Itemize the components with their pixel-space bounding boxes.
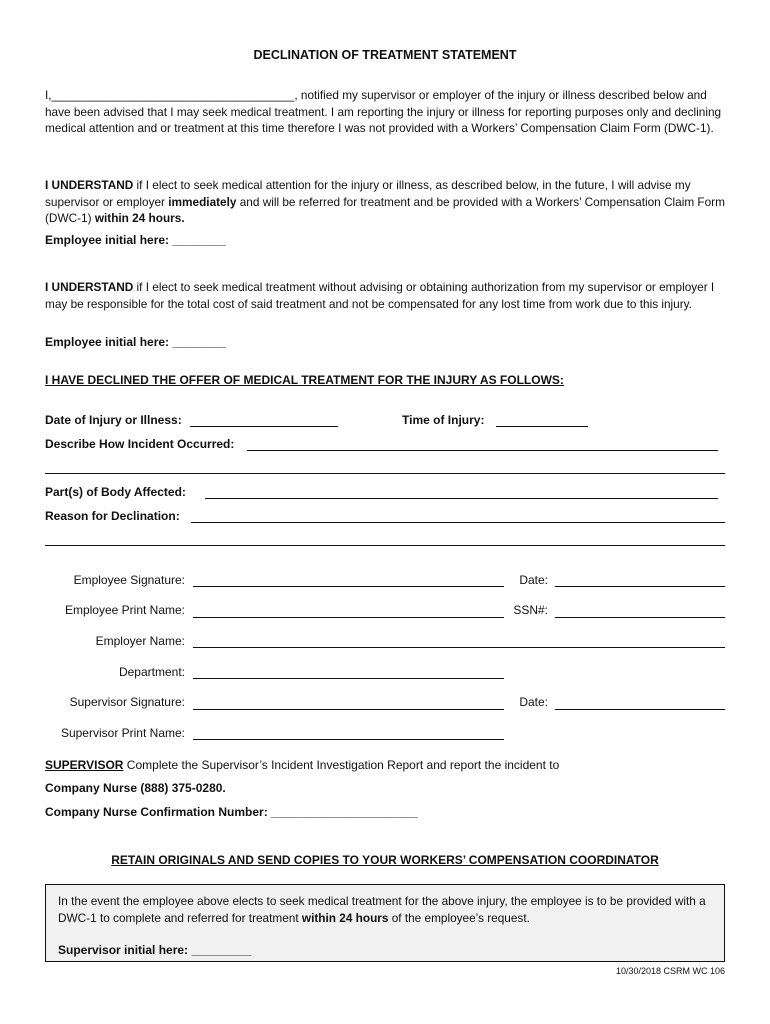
notice-text <box>58 893 720 926</box>
employer-name-field[interactable] <box>193 647 725 648</box>
employee-initial-1[interactable]: Employee initial here: ________ <box>45 233 226 247</box>
describe-incident-field-line-2[interactable] <box>45 473 725 474</box>
employee-print-name-field[interactable] <box>193 617 504 618</box>
retain-heading: RETAIN ORIGINALS AND SEND COPIES TO YOUR WORKERS’ COMPENSATION COORDINATOR <box>111 853 659 867</box>
ssn-label: SSN#: <box>513 603 548 617</box>
understand-text: if I elect to seek medical attention for the injury or illness, as described below, in the future, I will advise my supervisor or employer <box>45 178 691 209</box>
department-label: Department: <box>118 665 185 679</box>
supervisor-note-text: Complete the Supervisor’s Incident Investigation Report and report the incident to <box>123 758 560 772</box>
describe-incident-field[interactable] <box>247 450 718 451</box>
supervisor-print-name-field[interactable] <box>193 739 504 740</box>
ssn-field[interactable] <box>555 617 725 618</box>
reason-field-line-2[interactable] <box>45 545 725 546</box>
understand-lead: I UNDERSTAND <box>45 280 134 294</box>
emphasis-immediately: immediately <box>168 194 237 209</box>
date-label-2: Date: <box>519 695 548 709</box>
reason-label: Reason for Declination: <box>45 509 180 523</box>
reason-field[interactable] <box>191 522 725 523</box>
emphasis-within-24-hours: within 24 hours. <box>94 211 185 225</box>
intro-prefix: I, <box>45 88 52 102</box>
understand-text: and will be referred for treatment and be provided with a Workers’ Compensation Claim Form (DWC-1) <box>45 194 725 225</box>
understand-paragraph-1 <box>45 177 728 227</box>
time-of-injury-label: Time of Injury: <box>402 413 485 427</box>
employee-print-name-label: Employee Print Name: <box>64 603 185 617</box>
company-nurse-phone: Company Nurse (888) 375-0280. <box>45 781 226 795</box>
intro-paragraph <box>45 87 728 137</box>
notice-text-b: of the employee’s request. <box>388 910 530 925</box>
employee-signature-field[interactable] <box>193 586 504 587</box>
understand-lead: I UNDERSTAND <box>45 178 134 192</box>
time-of-injury-field[interactable] <box>496 426 588 427</box>
declined-heading: I HAVE DECLINED THE OFFER OF MEDICAL TREATMENT FOR THE INJURY AS FOLLOWS: <box>45 373 564 387</box>
employee-treatment-notice-box <box>45 884 725 962</box>
department-field[interactable] <box>193 678 504 679</box>
body-parts-label: Part(s) of Body Affected: <box>45 485 186 499</box>
employee-initial-2[interactable]: Employee initial here: ________ <box>45 335 226 349</box>
supervisor-note <box>45 758 559 772</box>
company-nurse-confirmation[interactable]: Company Nurse Confirmation Number: ______________________ <box>45 805 418 819</box>
notice-text-a: In the event the employee above elects to seek medical treatment for the above injury, the employee is to be provided with a DWC-1 to complete and referred for treatment <box>58 894 706 925</box>
understand-paragraph-2 <box>45 279 728 312</box>
employer-name-label: Employer Name: <box>95 634 185 648</box>
describe-incident-label: Describe How Incident Occurred: <box>45 437 235 451</box>
date-field-1[interactable] <box>555 586 725 587</box>
form-footer-code: 10/30/2018 CSRM WC 106 <box>615 966 725 976</box>
supervisor-signature-field[interactable] <box>193 709 504 710</box>
document-title: DECLINATION OF TREATMENT STATEMENT <box>253 48 517 62</box>
employee-signature-label: Employee Signature: <box>73 573 185 587</box>
date-field-2[interactable] <box>555 709 725 710</box>
supervisor-lead: SUPERVISOR <box>45 758 124 772</box>
date-label-1: Date: <box>519 573 548 587</box>
body-parts-field[interactable] <box>205 498 718 499</box>
notice-emphasis: within 24 hours <box>301 910 389 925</box>
date-of-injury-field[interactable] <box>190 426 338 427</box>
supervisor-signature-label: Supervisor Signature: <box>69 695 185 709</box>
understand-text: if I elect to seek medical treatment without advising or obtaining authorization from my supervisor or employer I may be responsible for the total cost of said treatment and not be compensated for any lost time from work due to this injury. <box>45 280 715 311</box>
employee-name-blank[interactable]: _____________________________________ <box>51 88 295 102</box>
intro-text: , notified my supervisor or employer of the injury or illness described below and have been advised that I may seek medical treatment. I am reporting the injury or illness for reporting purposes only and declining medical attention and or treatment at this time therefore I was not provided with a Workers’ Compensation Claim Form (DWC-1). <box>45 88 722 135</box>
date-of-injury-label: Date of Injury or Illness: <box>45 413 182 427</box>
supervisor-print-name-label: Supervisor Print Name: <box>60 726 185 740</box>
supervisor-initial[interactable]: Supervisor initial here: _________ <box>58 943 252 957</box>
